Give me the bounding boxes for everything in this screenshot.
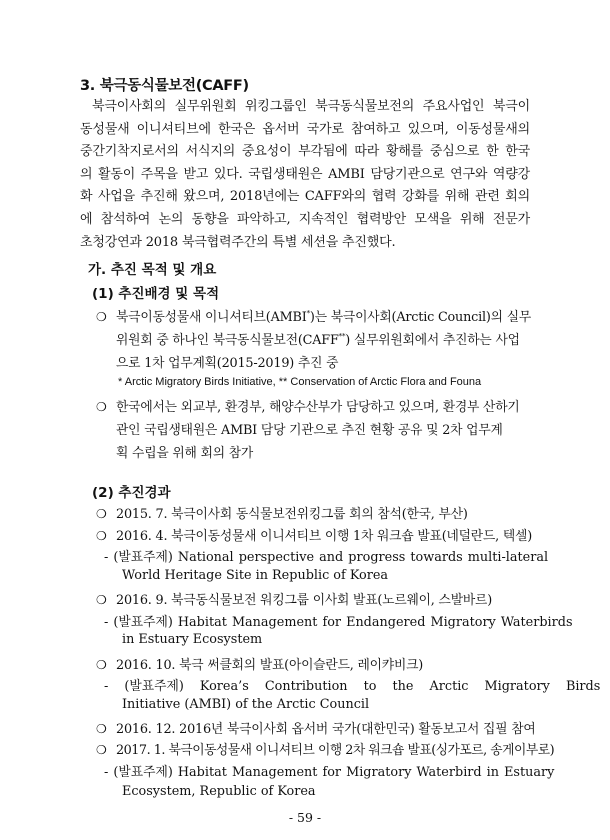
progress-title: (2) 추진경과: [92, 484, 171, 501]
progress-subitem: - (발표주제) Korea’s Contribution to the Arctic Migratory Birds: [104, 679, 601, 695]
circle-bullet-icon: ❍: [96, 310, 107, 324]
progress-subitem-continued: Ecosystem, Republic of Korea: [122, 784, 316, 799]
circle-bullet-icon: ❍: [96, 657, 107, 672]
progress-subitem-continued: World Heritage Site in Republic of Korea: [122, 567, 389, 583]
background-item-continued: 획 수립을 위해 회의 참가: [116, 446, 254, 461]
intro-line: 북극이사회의 실무위원회 위킹그룹인 북극동식물보전의 주요사업인 북극이: [92, 99, 530, 114]
intro-line: 동성물새 이니셔티브에 한국은 옵서버 국가로 참여하고 있으며, 이동성물새의: [80, 121, 530, 137]
circle-bullet-icon: ❍: [96, 528, 107, 543]
progress-item: ❍ 2016. 4. 북극이동성물새 이니셔티브 이행 1차 워크숍 발표(네덜란드, 텍셀): [96, 528, 532, 544]
background-title: (1) 추진배경 및 목적: [92, 286, 220, 302]
footnote: * Arctic Migratory Birds Initiative, ** Conservation of Arctic Flora and Founa: [118, 376, 482, 388]
progress-item: ❍ 2015. 7. 북극이사회 동식물보전위킹그룹 회의 참석(한국, 부산): [96, 507, 468, 523]
subsection-title: 가. 추진 목적 및 개요: [88, 262, 217, 278]
progress-subitem: - (발표주제) Habitat Management for Migratory Waterbird in Estuary: [104, 765, 555, 780]
background-item-continued: 으로 1차 업무계획(2015-2019) 추진 중: [116, 356, 339, 371]
progress-subitem-continued: Initiative (AMBI) of the Arctic Council: [122, 696, 370, 712]
circle-bullet-icon: ❍: [96, 593, 107, 608]
intro-line: 의 활동이 주목을 받고 있다. 국립생태원은 AMBI 담당기관으로 연구와 역량강: [80, 166, 530, 182]
intro-line: 초청강연과 2018 북극협력주간의 특별 세션을 추진했다.: [80, 234, 396, 250]
progress-item: ❍ 2017. 1. 북극이동성물새 이니셔티브 이행 2차 워크숍 발표(싱가포르, 송게이부로): [96, 743, 555, 759]
intro-line: 중간기착지로서의 서식지의 중요성이 부각됨에 따라 황해를 중심으로 한 한국: [80, 144, 530, 160]
progress-item: ❍ 2016. 10. 북극 써클회의 발표(아이슬란드, 레이캬비크): [96, 657, 424, 673]
background-item: ❍ 북극이동성물새 이니셔티브(AMBI*)는 북극이사회(Arctic Council)의 실무: [96, 309, 532, 325]
circle-bullet-icon: ❍: [96, 400, 107, 414]
background-item-continued: 위원회 중 하나인 북극동식물보전(CAFF**) 실무위원회에서 추진하는 사업: [116, 332, 520, 348]
page-number: - 59 -: [288, 810, 322, 825]
section-title: 3. 북극동식물보전(CAFF): [80, 78, 249, 94]
background-item-continued: 관인 국립생태원은 AMBI 담당 기관으로 추진 현황 공유 및 2차 업무계: [116, 423, 503, 438]
intro-line: 에 참석하여 논의 동향을 파악하고, 지속적인 협력방안 모색을 위해 전문가: [80, 211, 530, 227]
progress-subitem: - (발표주제) Habitat Management for Endangered Migratory Waterbirds: [104, 614, 573, 630]
circle-bullet-icon: ❍: [96, 743, 107, 758]
progress-item: ❍ 2016. 12. 2016년 북극이사회 옵서버 국가(대한민국) 활동보고서 집필 참여: [96, 722, 536, 737]
progress-item: ❍ 2016. 9. 북극동식물보전 워킹그룹 이사회 발표(노르웨이, 스발바르): [96, 593, 492, 609]
progress-subitem-continued: in Estuary Ecosystem: [122, 632, 263, 648]
circle-bullet-icon: ❍: [96, 507, 107, 522]
intro-line: 화 사업을 추진해 왔으며, 2018년에는 CAFF와의 협력 강화를 위해 관련 회의: [80, 189, 530, 205]
circle-bullet-icon: ❍: [96, 722, 107, 736]
background-item: ❍ 한국에서는 외교부, 환경부, 해양수산부가 담당하고 있으며, 환경부 산하기: [96, 400, 520, 415]
intro-paragraph: [80, 96, 530, 254]
progress-subitem: - (발표주제) National perspective and progress towards multi-lateral: [104, 550, 549, 566]
